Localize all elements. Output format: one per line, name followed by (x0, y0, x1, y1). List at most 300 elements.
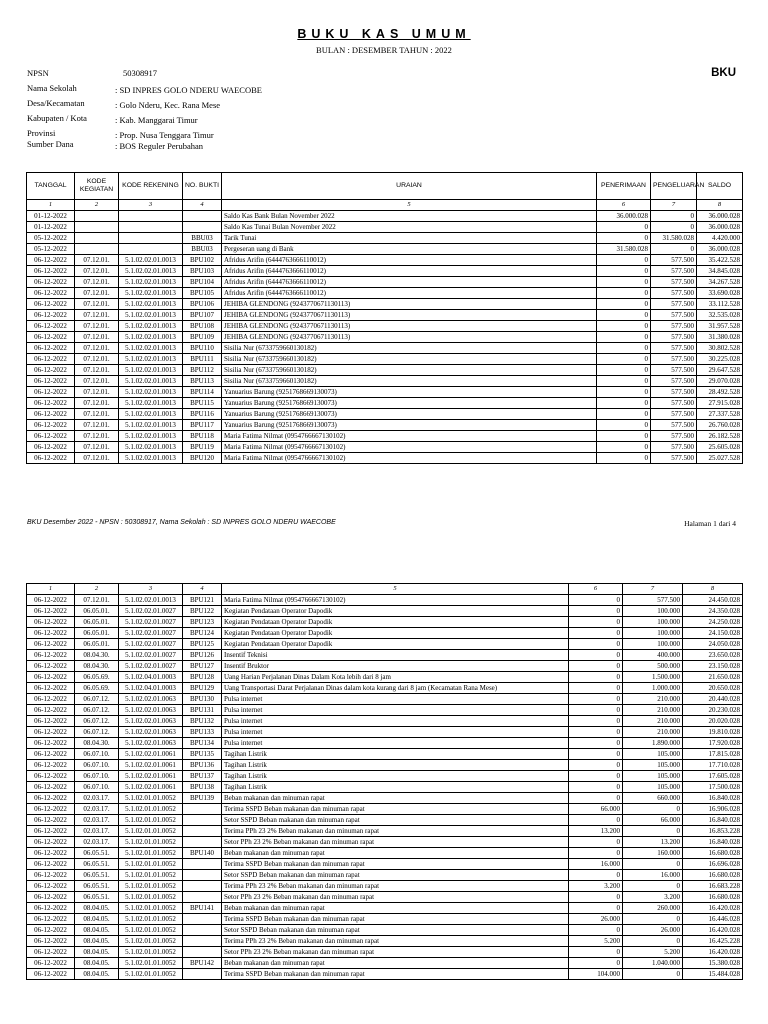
cell-account-code: 5.1.02.02.01.0061 (119, 782, 183, 793)
cell-description: Sisilia Nur (6733759660130182) (222, 376, 597, 387)
cell-description: JEHIBA GLENDONG (9243770671130113) (222, 299, 597, 310)
cell-activity-code: 06.07.12. (75, 705, 119, 716)
table-row (27, 892, 743, 903)
cell-date: 06-12-2022 (27, 705, 75, 716)
column-number: 3 (119, 584, 183, 595)
table-row (27, 299, 743, 310)
cell-account-code: 5.1.02.01.01.0052 (119, 859, 183, 870)
table-row (27, 409, 743, 420)
cell-receipt: 0 (569, 617, 623, 628)
column-number: 1 (27, 200, 75, 211)
table-row (27, 387, 743, 398)
cell-receipt-no: BPU114 (183, 387, 222, 398)
cell-receipt: 0 (597, 222, 651, 233)
column-number: 7 (623, 584, 683, 595)
cell-account-code: 5.1.02.01.01.0052 (119, 848, 183, 859)
cell-expense: 0 (623, 936, 683, 947)
cell-description: Terima PPh 23 2% Beban makanan dan minuman rapat (222, 936, 569, 947)
cell-account-code: 5.1.02.02.01.0013 (119, 431, 183, 442)
cell-receipt-no: BPU132 (183, 716, 222, 727)
cell-balance: 15.380.028 (683, 958, 743, 969)
cell-activity-code: 06.07.10. (75, 760, 119, 771)
cell-date: 05-12-2022 (27, 233, 75, 244)
cell-balance: 29.647.528 (697, 365, 743, 376)
cell-receipt-no (183, 837, 222, 848)
cell-receipt-no (183, 870, 222, 881)
cell-receipt-no: BPU135 (183, 749, 222, 760)
cell-date: 06-12-2022 (27, 628, 75, 639)
table-row (27, 222, 743, 233)
table-row (27, 266, 743, 277)
info-value: : Prop. Nusa Tenggara Timur (115, 130, 214, 140)
cell-account-code: 5.1.02.01.01.0052 (119, 881, 183, 892)
cell-description: Setor SSPD Beban makanan dan minuman rapat (222, 815, 569, 826)
table-row (27, 870, 743, 881)
cell-description: Insentif Bruktor (222, 661, 569, 672)
cell-description: Yanuarius Barung (9251768669130073) (222, 420, 597, 431)
cell-date: 06-12-2022 (27, 442, 75, 453)
cell-account-code: 5.1.02.02.01.0013 (119, 255, 183, 266)
cell-date: 06-12-2022 (27, 332, 75, 343)
table-row (27, 321, 743, 332)
cell-balance: 33.112.528 (697, 299, 743, 310)
cell-activity-code: 07.12.01. (75, 431, 119, 442)
cell-activity-code: 08.04.05. (75, 936, 119, 947)
cell-date: 06-12-2022 (27, 936, 75, 947)
cell-expense: 0 (651, 244, 697, 255)
cell-date: 06-12-2022 (27, 694, 75, 705)
cell-description: Afridus Arifin (6444763666110012) (222, 288, 597, 299)
cell-receipt-no (183, 881, 222, 892)
cell-activity-code: 06.05.69. (75, 683, 119, 694)
cell-date: 06-12-2022 (27, 771, 75, 782)
cell-description: Tagihan Listrik (222, 782, 569, 793)
cell-expense: 100.000 (623, 606, 683, 617)
cell-expense: 210.000 (623, 705, 683, 716)
cell-account-code: 5.1.02.01.01.0052 (119, 826, 183, 837)
cell-expense: 577.500 (651, 442, 697, 453)
cell-date: 06-12-2022 (27, 837, 75, 848)
column-header: URAIAN (222, 173, 597, 200)
cell-balance: 16.425.228 (683, 936, 743, 947)
cell-receipt-no: BPU110 (183, 343, 222, 354)
cell-balance: 20.440.028 (683, 694, 743, 705)
bku-mark: BKU (711, 67, 736, 79)
table-row (27, 826, 743, 837)
cell-receipt-no: BPU136 (183, 760, 222, 771)
column-number: 2 (75, 200, 119, 211)
cell-receipt: 0 (597, 277, 651, 288)
cell-receipt-no (183, 815, 222, 826)
column-header: SALDO (697, 173, 743, 200)
cell-description: Terima SSPD Beban makanan dan minuman rapat (222, 804, 569, 815)
cell-expense: 577.500 (651, 343, 697, 354)
cell-receipt-no (183, 826, 222, 837)
cell-receipt-no: BPU111 (183, 354, 222, 365)
cell-expense: 105.000 (623, 782, 683, 793)
cell-date: 06-12-2022 (27, 892, 75, 903)
column-number: 3 (119, 200, 183, 211)
cell-balance: 31.380.028 (697, 332, 743, 343)
cell-receipt-no: BPU106 (183, 299, 222, 310)
cell-activity-code: 08.04.05. (75, 947, 119, 958)
cell-date: 06-12-2022 (27, 661, 75, 672)
cell-expense: 105.000 (623, 760, 683, 771)
cell-description: Terima PPh 23 2% Beban makanan dan minuman rapat (222, 881, 569, 892)
cell-activity-code (75, 233, 119, 244)
cell-account-code: 5.1.02.02.01.0013 (119, 299, 183, 310)
cell-date: 06-12-2022 (27, 420, 75, 431)
cell-activity-code: 07.12.01. (75, 453, 119, 464)
cell-receipt-no (183, 892, 222, 903)
cell-expense: 0 (651, 211, 697, 222)
cell-account-code: 5.1.02.02.01.0013 (119, 453, 183, 464)
cell-date: 06-12-2022 (27, 947, 75, 958)
cell-date: 06-12-2022 (27, 793, 75, 804)
table-row (27, 705, 743, 716)
cell-receipt: 31.580.028 (597, 244, 651, 255)
cell-description: Uang Transportasi Darat Perjalanan Dinas dalam kota kurang dari 8 jam (Kecamatan Rana Mese) (222, 683, 569, 694)
table-row (27, 453, 743, 464)
cell-description: Insentif Teknisi (222, 650, 569, 661)
cell-expense: 577.500 (651, 387, 697, 398)
cell-description: Beban makanan dan minuman rapat (222, 793, 569, 804)
cell-date: 06-12-2022 (27, 288, 75, 299)
column-header: KODE REKENING (119, 173, 183, 200)
cell-date: 05-12-2022 (27, 244, 75, 255)
ledger-table-page-1 (26, 172, 743, 464)
cell-receipt: 0 (597, 387, 651, 398)
info-value: : Kab. Manggarai Timur (115, 115, 198, 125)
table-row (27, 881, 743, 892)
cell-date: 06-12-2022 (27, 683, 75, 694)
table-row (27, 694, 743, 705)
column-number-row (27, 200, 743, 211)
cell-description: Pulsa internet (222, 694, 569, 705)
column-number: 6 (597, 200, 651, 211)
table-row (27, 815, 743, 826)
cell-description: Sisilia Nur (6733759660130182) (222, 343, 597, 354)
cell-expense: 100.000 (623, 628, 683, 639)
cell-expense: 1.040.000 (623, 958, 683, 969)
cell-date: 06-12-2022 (27, 277, 75, 288)
cell-account-code: 5.1.02.02.01.0027 (119, 606, 183, 617)
page-subtitle: BULAN : DESEMBER TAHUN : 2022 (316, 45, 452, 55)
cell-receipt-no: BPU139 (183, 793, 222, 804)
cell-description: Yanuarius Barung (9251768669130073) (222, 398, 597, 409)
cell-balance: 16.853.228 (683, 826, 743, 837)
cell-receipt: 0 (597, 398, 651, 409)
cell-account-code: 5.1.02.01.01.0052 (119, 837, 183, 848)
cell-receipt: 104.000 (569, 969, 623, 980)
page-footer-info: BKU Desember 2022 - NPSN : 50308917, Nama Sekolah : SD INPRES GOLO NDERU WAECOBE (27, 519, 336, 526)
cell-receipt: 0 (569, 815, 623, 826)
column-number: 8 (683, 584, 743, 595)
cell-receipt: 0 (597, 343, 651, 354)
cell-expense: 577.500 (651, 453, 697, 464)
cell-activity-code: 08.04.05. (75, 925, 119, 936)
cell-activity-code: 06.07.10. (75, 782, 119, 793)
cell-account-code: 5.1.02.02.01.0063 (119, 727, 183, 738)
cell-description: Maria Fatima Nilmat (0954766667130102) (222, 595, 569, 606)
cell-description: Uang Harian Perjalanan Dinas Dalam Kota lebih dari 8 jam (222, 672, 569, 683)
cell-expense: 1.890.000 (623, 738, 683, 749)
cell-receipt-no (183, 211, 222, 222)
cell-receipt: 0 (597, 409, 651, 420)
cell-receipt-no: BPU123 (183, 617, 222, 628)
cell-account-code: 5.1.02.02.01.0013 (119, 354, 183, 365)
cell-description: Setor PPh 23 2% Beban makanan dan minuman rapat (222, 947, 569, 958)
table-row (27, 343, 743, 354)
cell-expense: 1.500.000 (623, 672, 683, 683)
cell-activity-code (75, 211, 119, 222)
cell-description: Beban makanan dan minuman rapat (222, 848, 569, 859)
cell-activity-code: 07.12.01. (75, 354, 119, 365)
cell-expense: 577.500 (651, 376, 697, 387)
cell-date: 06-12-2022 (27, 299, 75, 310)
cell-receipt: 13.200 (569, 826, 623, 837)
cell-receipt-no (183, 925, 222, 936)
cell-expense: 13.200 (623, 837, 683, 848)
cell-expense: 210.000 (623, 727, 683, 738)
column-number: 4 (183, 584, 222, 595)
cell-receipt-no: BPU138 (183, 782, 222, 793)
cell-description: Pulsa internet (222, 738, 569, 749)
cell-activity-code: 07.12.01. (75, 310, 119, 321)
cell-description: Kegiatan Pendataan Operator Dapodik (222, 628, 569, 639)
cell-receipt-no: BPU120 (183, 453, 222, 464)
cell-date: 06-12-2022 (27, 826, 75, 837)
cell-date: 06-12-2022 (27, 595, 75, 606)
cell-expense: 100.000 (623, 639, 683, 650)
cell-date: 06-12-2022 (27, 650, 75, 661)
cell-expense: 577.500 (651, 420, 697, 431)
column-number-row (27, 584, 743, 595)
cell-balance: 25.605.028 (697, 442, 743, 453)
cell-receipt: 0 (597, 288, 651, 299)
table-row (27, 332, 743, 343)
cell-receipt: 0 (569, 837, 623, 848)
cell-description: Terima SSPD Beban makanan dan minuman rapat (222, 859, 569, 870)
cell-account-code: 5.1.02.02.01.0013 (119, 442, 183, 453)
cell-account-code: 5.1.02.01.01.0052 (119, 947, 183, 958)
cell-date: 06-12-2022 (27, 749, 75, 760)
cell-description: Sisilia Nur (6733759660130182) (222, 365, 597, 376)
cell-expense: 0 (623, 969, 683, 980)
cell-receipt-no: BPU137 (183, 771, 222, 782)
column-number: 5 (222, 200, 597, 211)
cell-balance: 31.957.528 (697, 321, 743, 332)
cell-expense: 0 (651, 222, 697, 233)
cell-receipt: 0 (569, 771, 623, 782)
table-row (27, 354, 743, 365)
cell-activity-code: 07.12.01. (75, 376, 119, 387)
cell-expense: 1.000.000 (623, 683, 683, 694)
cell-date: 06-12-2022 (27, 738, 75, 749)
cell-account-code: 5.1.02.02.01.0013 (119, 266, 183, 277)
cell-account-code: 5.1.02.04.01.0003 (119, 683, 183, 694)
cell-description: Tagihan Listrik (222, 771, 569, 782)
cell-account-code: 5.1.02.02.01.0063 (119, 705, 183, 716)
cell-date: 06-12-2022 (27, 310, 75, 321)
cell-date: 06-12-2022 (27, 453, 75, 464)
cell-description: Yanuarius Barung (9251768669130073) (222, 387, 597, 398)
cell-receipt-no (183, 936, 222, 947)
table-row (27, 925, 743, 936)
cell-account-code: 5.1.02.02.01.0013 (119, 332, 183, 343)
cell-balance: 35.422.528 (697, 255, 743, 266)
cell-expense: 577.500 (651, 354, 697, 365)
cell-receipt-no: BBU03 (183, 244, 222, 255)
cell-balance: 28.492.528 (697, 387, 743, 398)
cell-receipt: 0 (597, 354, 651, 365)
cell-date: 06-12-2022 (27, 365, 75, 376)
cell-date: 06-12-2022 (27, 354, 75, 365)
cell-date: 06-12-2022 (27, 409, 75, 420)
cell-balance: 17.500.028 (683, 782, 743, 793)
cell-activity-code: 08.04.30. (75, 738, 119, 749)
column-number: 6 (569, 584, 623, 595)
cell-expense: 577.500 (651, 321, 697, 332)
cell-date: 06-12-2022 (27, 881, 75, 892)
cell-activity-code: 08.04.05. (75, 914, 119, 925)
info-label: Provinsi (27, 128, 56, 138)
table-row (27, 628, 743, 639)
cell-receipt: 0 (569, 892, 623, 903)
cell-balance: 20.020.028 (683, 716, 743, 727)
cell-expense: 105.000 (623, 771, 683, 782)
cell-balance: 23.150.028 (683, 661, 743, 672)
cell-activity-code: 06.07.12. (75, 716, 119, 727)
cell-receipt-no: BPU104 (183, 277, 222, 288)
cell-date: 06-12-2022 (27, 870, 75, 881)
table-row (27, 793, 743, 804)
column-header: NO. BUKTI (183, 173, 222, 200)
cell-balance: 16.420.028 (683, 903, 743, 914)
cell-expense: 660.000 (623, 793, 683, 804)
cell-receipt: 66.000 (569, 804, 623, 815)
cell-account-code: 5.1.02.01.01.0052 (119, 892, 183, 903)
cell-activity-code: 07.12.01. (75, 343, 119, 354)
cell-activity-code: 07.12.01. (75, 595, 119, 606)
cell-receipt: 0 (597, 255, 651, 266)
cell-date: 06-12-2022 (27, 914, 75, 925)
cell-receipt: 0 (569, 661, 623, 672)
cell-account-code: 5.1.02.02.01.0013 (119, 398, 183, 409)
cell-account-code (119, 211, 183, 222)
table-row (27, 804, 743, 815)
cell-account-code (119, 244, 183, 255)
table-row (27, 716, 743, 727)
cell-activity-code: 08.04.30. (75, 650, 119, 661)
cell-date: 06-12-2022 (27, 903, 75, 914)
cell-balance: 16.906.028 (683, 804, 743, 815)
cell-receipt: 0 (569, 639, 623, 650)
cell-activity-code: 07.12.01. (75, 332, 119, 343)
table-row (27, 914, 743, 925)
cell-description: Terima SSPD Beban makanan dan minuman rapat (222, 914, 569, 925)
table-row (27, 727, 743, 738)
cell-balance: 30.802.528 (697, 343, 743, 354)
cell-account-code: 5.1.02.02.01.0063 (119, 738, 183, 749)
table-row (27, 947, 743, 958)
cell-activity-code: 07.12.01. (75, 288, 119, 299)
cell-account-code: 5.1.02.02.01.0013 (119, 376, 183, 387)
table-row (27, 848, 743, 859)
cell-receipt: 0 (569, 716, 623, 727)
table-row (27, 606, 743, 617)
header-row (27, 173, 743, 200)
cell-activity-code: 06.07.12. (75, 727, 119, 738)
cell-receipt-no: BPU133 (183, 727, 222, 738)
column-number: 8 (697, 200, 743, 211)
table-row (27, 969, 743, 980)
cell-receipt: 36.000.028 (597, 211, 651, 222)
cell-receipt-no: BPU117 (183, 420, 222, 431)
cell-account-code (119, 233, 183, 244)
cell-expense: 577.500 (651, 365, 697, 376)
cell-receipt-no: BPU124 (183, 628, 222, 639)
cell-date: 06-12-2022 (27, 606, 75, 617)
cell-account-code: 5.1.02.01.01.0052 (119, 804, 183, 815)
cell-activity-code: 02.03.17. (75, 837, 119, 848)
info-value: 50308917 (123, 68, 157, 78)
cell-account-code: 5.1.02.02.01.0013 (119, 343, 183, 354)
cell-receipt-no: BPU116 (183, 409, 222, 420)
cell-account-code: 5.1.02.02.01.0027 (119, 617, 183, 628)
cell-balance: 24.450.028 (683, 595, 743, 606)
info-value: : SD INPRES GOLO NDERU WAECOBE (115, 85, 262, 95)
cell-activity-code (75, 222, 119, 233)
cell-expense: 577.500 (651, 431, 697, 442)
cell-balance: 36.000.028 (697, 211, 743, 222)
cell-receipt-no (183, 804, 222, 815)
cell-receipt-no (183, 222, 222, 233)
cell-expense: 0 (623, 859, 683, 870)
cell-activity-code: 07.12.01. (75, 277, 119, 288)
cell-date: 06-12-2022 (27, 321, 75, 332)
cell-balance: 16.420.028 (683, 925, 743, 936)
cell-balance: 34.845.028 (697, 266, 743, 277)
column-number: 7 (651, 200, 697, 211)
cell-expense: 100.000 (623, 617, 683, 628)
cell-expense: 160.000 (623, 848, 683, 859)
cell-description: Saldo Kas Bank Bulan November 2022 (222, 211, 597, 222)
table-row (27, 650, 743, 661)
cell-activity-code: 07.12.01. (75, 420, 119, 431)
cell-activity-code: 02.03.17. (75, 815, 119, 826)
cell-account-code: 5.1.02.04.01.0003 (119, 672, 183, 683)
table-row (27, 288, 743, 299)
cell-receipt: 0 (597, 266, 651, 277)
cell-balance: 30.225.028 (697, 354, 743, 365)
table-row (27, 903, 743, 914)
cell-account-code: 5.1.02.02.01.0027 (119, 661, 183, 672)
cell-account-code: 5.1.02.02.01.0013 (119, 321, 183, 332)
cell-activity-code: 07.12.01. (75, 321, 119, 332)
cell-receipt: 0 (569, 727, 623, 738)
cell-description: Tagihan Listrik (222, 760, 569, 771)
cell-description: Afridus Arifin (6444763666110012) (222, 266, 597, 277)
cell-description: Afridus Arifin (6444763666110012) (222, 255, 597, 266)
cell-expense: 577.500 (651, 255, 697, 266)
cell-balance: 20.230.028 (683, 705, 743, 716)
cell-balance: 29.070.028 (697, 376, 743, 387)
cell-date: 06-12-2022 (27, 617, 75, 628)
cell-account-code: 5.1.02.02.01.0027 (119, 628, 183, 639)
cell-expense: 26.000 (623, 925, 683, 936)
cell-activity-code: 06.05.01. (75, 606, 119, 617)
